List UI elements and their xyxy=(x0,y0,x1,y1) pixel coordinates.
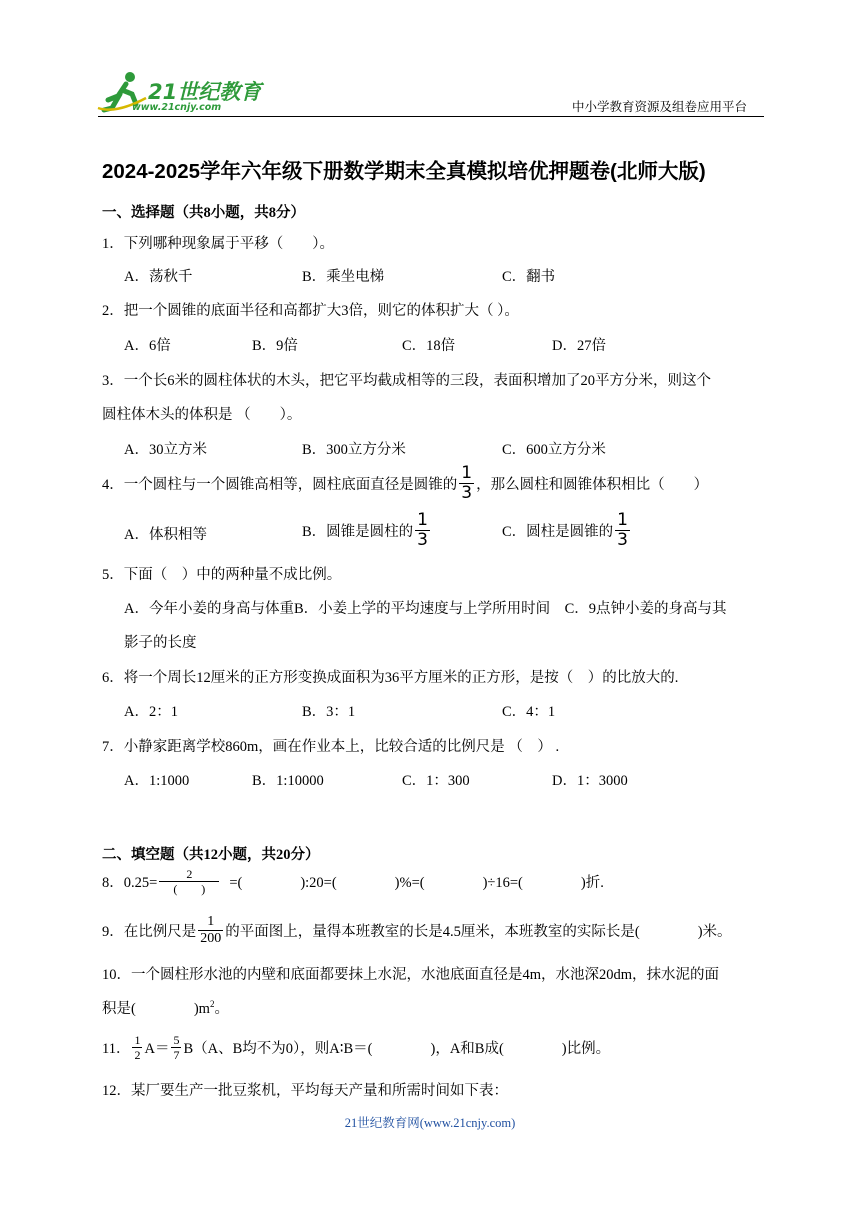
q4-option-b-text: B．圆锥是圆柱的 xyxy=(302,523,414,540)
q4-stem-part-b: ，那么圆柱和圆锥体积相比（ ） xyxy=(476,476,709,493)
q11-mid: A＝ xyxy=(144,1040,170,1057)
fraction-numerator: 5 xyxy=(173,1032,180,1047)
question-11 xyxy=(102,1027,610,1067)
q7-option-b: B．1:10000 xyxy=(252,773,324,789)
q4-option-c xyxy=(502,510,632,550)
q9-post: 的平面图上，量得本班教室的长是4.5厘米，本班教室的实际长是( )米。 xyxy=(225,923,732,940)
header-rule xyxy=(98,116,764,117)
q2-option-b: B．9倍 xyxy=(252,338,298,354)
fraction-denominator: 3 xyxy=(617,529,628,550)
q4-option-c-text: C．圆柱是圆锥的 xyxy=(502,523,614,540)
q3-option-c: C．600立方分米 xyxy=(502,442,606,458)
q2-option-c: C．18倍 xyxy=(402,338,456,354)
q1-option-a: A．荡秋千 xyxy=(124,269,193,285)
question-1-stem: 1．下列哪种现象属于平移（ ）。 xyxy=(102,236,334,252)
question-3-stem-line1: 3．一个长6米的圆柱体状的木头，把它平均截成相等的三段，表面积增加了20平方分米，则这个 xyxy=(102,373,711,389)
q4-option-c-fraction xyxy=(615,509,630,550)
header-right-text: 中小学教育资源及组卷应用平台 xyxy=(572,100,748,114)
q7-option-c: C．1：300 xyxy=(402,773,470,789)
fraction-numerator: 1 xyxy=(417,509,428,530)
footer-text: 21世纪教育网(www.21cnjy.com) xyxy=(344,1116,516,1130)
q10-line2-pre: 积是( )m xyxy=(102,1001,210,1017)
q6-option-c: C．4：1 xyxy=(502,704,556,720)
page-title: 2024-2025学年六年级下册数学期末全真模拟培优押题卷(北师大版) xyxy=(102,160,706,183)
section-heading-choice: 一、选择题（共8小题，共8分） xyxy=(102,205,305,221)
q10-line2-post: 。 xyxy=(214,1001,229,1017)
question-5-stem: 5．下面（ ）中的两种量不成比例。 xyxy=(102,567,342,583)
q2-option-d: D．27倍 xyxy=(552,338,606,354)
question-6-stem: 6．将一个周长12厘米的正方形变换成面积为36平方厘米的正方形，是按（ ）的比放大的. xyxy=(102,670,679,686)
q7-option-a: A．1:1000 xyxy=(124,773,190,789)
q6-option-b: B．3：1 xyxy=(302,704,356,720)
logo-url: www.21cnjy.com xyxy=(132,102,222,113)
fraction-denominator: 3 xyxy=(417,529,428,550)
logo-text: 21世纪教育 xyxy=(148,80,262,104)
question-7-stem: 7．小静家距离学校860m，画在作业本上，比较合适的比例尺是 （ ） . xyxy=(102,739,560,755)
logo xyxy=(96,68,266,118)
fraction-numerator: 2 xyxy=(186,866,193,881)
q1-option-c: C．翻书 xyxy=(502,269,556,285)
question-4-stem xyxy=(102,463,708,503)
q9-pre: 9．在比例尺是 xyxy=(102,923,197,940)
fraction-numerator: 1 xyxy=(617,509,628,530)
q8-pre: 8．0.25= xyxy=(102,874,158,891)
question-3-stem-line2: 圆柱体木头的体积是 （ ）。 xyxy=(102,407,302,423)
fraction-denominator: 2 xyxy=(134,1047,141,1062)
section-heading-fill: 二、填空题（共12小题，共20分） xyxy=(102,847,320,863)
q11-pre: 11． xyxy=(102,1040,131,1057)
question-8 xyxy=(102,861,604,901)
fraction-denominator: ( ) xyxy=(159,881,219,895)
q8-fraction xyxy=(159,868,219,895)
question-10-line2 xyxy=(102,997,229,1018)
q6-option-a: A．2：1 xyxy=(124,704,178,720)
q5-options-line2: 影子的长度 xyxy=(124,635,197,651)
q4-option-b-fraction xyxy=(415,509,430,550)
q11-post: B（A、B均不为0），则A∶B＝( )，A和B成( )比例。 xyxy=(183,1040,611,1057)
fraction-denominator: 7 xyxy=(173,1047,180,1062)
fraction-numerator: 1 xyxy=(134,1032,141,1047)
q4-fraction xyxy=(459,462,474,503)
question-10-line1: 10．一个圆柱形水池的内壁和底面都要抹上水泥，水池底面直径是4m，水池深20dm，抹水泥的面 xyxy=(102,967,720,983)
q4-option-a: A．体积相等 xyxy=(124,527,207,543)
q5-options-line1: A．今年小姜的身高与体重B．小姜上学的平均速度与上学所用时间 C．9点钟小姜的身高与其 xyxy=(124,601,727,617)
question-12-stem: 12．某厂要生产一批豆浆机，平均每天产量和所需时间如下表： xyxy=(102,1083,508,1099)
question-9 xyxy=(102,910,732,950)
fraction-numerator: 1 xyxy=(207,913,215,929)
q10-superscript: 2 xyxy=(209,999,215,1010)
q8-post: =( ):20=( )%=( )÷16=( )折. xyxy=(229,874,604,891)
q7-option-d: D．1：3000 xyxy=(552,773,628,789)
q11-fraction-1 xyxy=(132,1034,142,1061)
q1-option-b: B．乘坐电梯 xyxy=(302,269,385,285)
q11-fraction-2 xyxy=(171,1034,181,1061)
q3-option-a: A．30立方米 xyxy=(124,442,207,458)
q4-stem-part-a: 4．一个圆柱与一个圆锥高相等，圆柱底面直径是圆锥的 xyxy=(102,476,458,493)
fraction-denominator: 3 xyxy=(461,482,473,503)
q4-option-b xyxy=(302,510,432,550)
question-2-stem: 2．把一个圆锥的底面半径和高都扩大3倍，则它的体积扩大（ ）。 xyxy=(102,303,519,319)
fraction-denominator: 200 xyxy=(200,930,222,946)
q9-fraction xyxy=(198,915,223,946)
fraction-numerator: 1 xyxy=(461,462,473,483)
q2-option-a: A．6倍 xyxy=(124,338,171,354)
q3-option-b: B．300立方分米 xyxy=(302,442,406,458)
